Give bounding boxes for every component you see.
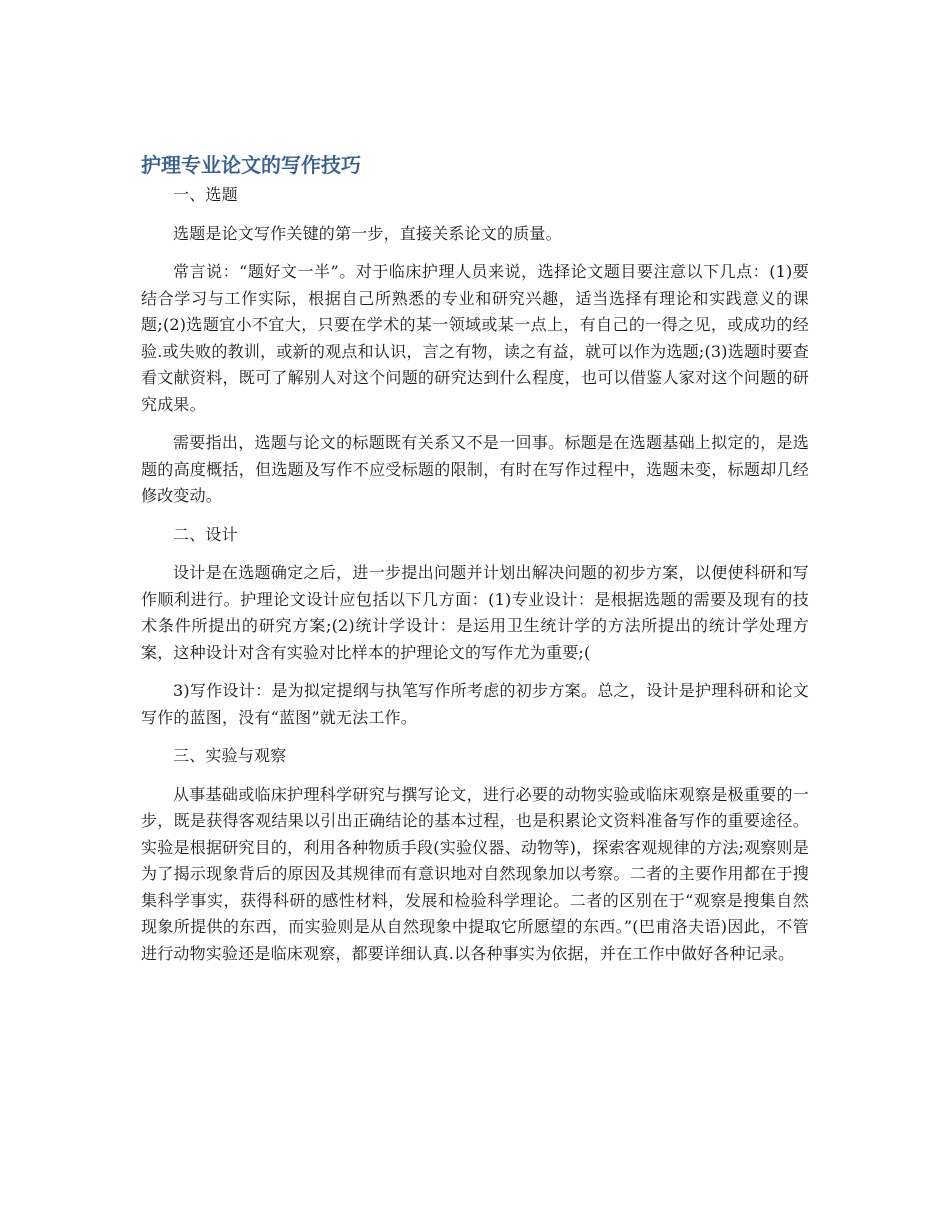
section-heading-topic-selection: 一、选题	[173, 185, 238, 204]
paragraph: 3)写作设计：是为拟定提纲与执笔写作所考虑的初步方案。总之，设计是护理科研和论文写作的蓝图，没有“蓝图”就无法工作。	[141, 681, 809, 727]
section-heading-experiment-observation: 三、实验与观察	[173, 746, 287, 765]
paragraph: 常言说：“题好文一半”。对于临床护理人员来说，选择论文题目要注意以下几点：(1)要结合学习与工作实际，根据自己所熟悉的专业和研究兴趣，适当选择有理论和实践意义的课题;(2)选题宜小不宜大，只要在学术的某一领域或某一点上，有自己的一得之见，或成功的经验.或失败的教训，或新的观点和认识，言之有物，读之有益，就可以作为选题;(3)选题时要查看文献资料，既可了解别人对这个问题的研究达到什么程度，也可以借鉴人家对这个问题的研究成果。	[141, 262, 809, 414]
paragraph: 设计是在选题确定之后，进一步提出问题并计划出解决问题的初步方案，以便使科研和写作顺利进行。护理论文设计应包括以下几方面：(1)专业设计：是根据选题的需要及现有的技术条件所提出的研究方案;(2)统计学设计：是运用卫生统计学的方法所提出的统计学处理方案，这种设计对含有实验对比样本的护理论文的写作尤为重要;(	[141, 563, 809, 662]
document-body	[141, 150, 809, 979]
paragraph: 从事基础或临床护理科学研究与撰写论文，进行必要的动物实验或临床观察是极重要的一步，既是获得客观结果以引出正确结论的基本过程，也是积累论文资料准备写作的重要途径。实验是根据研究目的，利用各种物质手段(实验仪器、动物等)，探索客观规律的方法;观察则是为了揭示现象背后的原因及其规律而有意识地对自然现象加以考察。二者的主要作用都在于搜集科学事实，获得科研的感性材料，发展和检验科学理论。二者的区别在于“观察是搜集自然现象所提供的东西，而实验则是从自然现象中提取它所愿望的东西。”(巴甫洛夫语)因此，不管进行动物实验还是临床观察，都要详细认真.以各种事实为依据，并在工作中做好各种记录。	[141, 784, 809, 963]
section-heading-design: 二、设计	[173, 524, 238, 544]
document-title: 护理专业论文的写作技巧	[141, 153, 361, 177]
paragraph: 选题是论文写作关键的第一步，直接关系论文的质量。	[173, 223, 562, 243]
paragraph: 需要指出，选题与论文的标题既有关系又不是一回事。标题是在选题基础上拟定的，是选题的高度概括，但选题及写作不应受标题的限制，有时在写作过程中，选题未变，标题却几经修改变动。	[141, 433, 809, 505]
